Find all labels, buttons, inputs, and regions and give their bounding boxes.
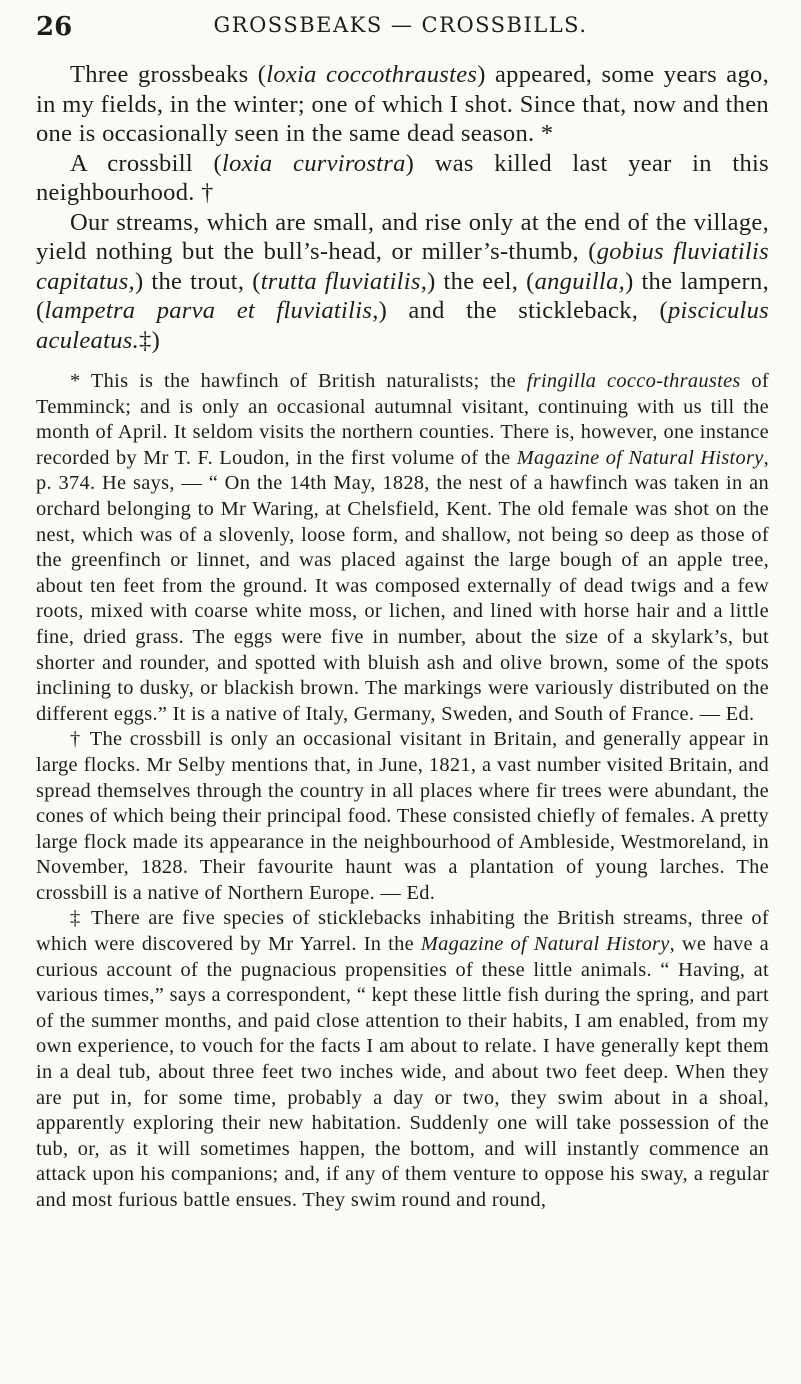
text-block — [36, 60, 769, 1214]
text-run: * This is the hawfinch of British naturalists; the — [70, 370, 527, 392]
text-run: Three grossbeaks ( — [70, 61, 267, 88]
text-run: , we have a curious account of the pugnacious propensities of these little animals. “ Having, at various times,” says a correspondent, “ kept these little fish during the spring, and part of the summer months, and paid close attention to their habits, I am enabled, from my own experience, to vouch for the facts I am about to relate. I have generally kept them in a deal tub, about three feet two inches wide, and about two feet deep. When they are put in, for some time, probably a day or two, they swim about in a shoal, apparently exploring their new habitation. Suddenly one will take possession of the tub, or, as it will sometimes happen, the bottom, and will instantly commence an attack upon his companions; and, if any of them venture to oppose his sway, a regular and most furious battle ensues. They swim round and round, — [36, 933, 770, 1211]
page-number: 26 — [36, 12, 73, 42]
paragraph-crossbill — [36, 149, 769, 208]
latin-name: lampetra parva et fluviatilis, — [44, 297, 379, 324]
text-run: A crossbill ( — [70, 149, 222, 177]
text-run: , p. 374. He says, — “ On the 14th May, 1828, the nest of a hawfinch was taken in an orchard belonging to Mr Waring, at Chelsfield, Kent. The old female was shot on the nest, which was of a slovenly, loose form, and shallow, not being so deep as those of the greenfinch or linnet, and was placed against the large bough of an apple tree, about ten feet from the ground. It was composed externally of dead twigs and a few roots, mixed with coarse white moss, or lichen, and lined with horse hair and a little fine, dried grass. The eggs were five in number, about the size of a skylark’s, but shorter and rounder, and spotted with bluish ash and olive brown, some of the spots inclining to dusky, or blackish brown. The markings were variously distributed on the different eggs.” It is a native of Italy, Germany, Sweden, and South of France. — Ed. — [36, 446, 770, 725]
text-run: ) the trout, ( — [134, 267, 261, 295]
text-run: ) appeared, some years ago, in my fields, in the winter; one of which I shot. Since that, now and then one is occasionally seen in the same dead season. * — [36, 61, 769, 147]
text-run: ‡) — [139, 326, 161, 354]
text-run: ) and the stickleback, ( — [378, 297, 668, 324]
latin-name: gobius fluviatilis capitatus, — [36, 238, 769, 295]
latin-name: anguilla, — [534, 267, 626, 295]
publication-title: Magazine of Natural History — [516, 446, 764, 469]
running-head — [36, 8, 765, 42]
text-run: of Temminck; and is only an occasional autumnal visitant, continuing with us till the month of April. It seldom visits the northern counties. There is, however, one instance recorded by Mr T. F. Loudon, in the first volume of the — [36, 370, 769, 469]
text-run: ) was killed last year in this neighbourhood. † — [36, 149, 769, 206]
latin-name: fringilla cocco-thraustes — [526, 370, 741, 392]
text-run: † The crossbill is only an occasional visitant in Britain, and generally appear in large flocks. Mr Selby mentions that, in June, 1821, a vast number visited Britain, and spread themselves through the country in all places where fir trees were abundant, the cones of which being their principal food. These consisted chiefly of females. A pretty large flock made its appearance in the neighbourhood of Ambleside, Westmoreland, in November, 1828. Their favourite haunt was a plantation of young larches. The crossbill is a native of Northern Europe. — Ed. — [36, 728, 769, 904]
footnotes — [36, 369, 769, 1214]
paragraph-streams — [36, 208, 769, 356]
latin-name: trutta fluviatilis, — [260, 267, 428, 295]
latin-name: loxia curvirostra — [221, 149, 406, 177]
text-run: Our streams, which are small, and rise only at the end of the village, yield nothing but the bull’s-head, or miller’s-thumb, ( — [36, 208, 769, 265]
footnote-sticklebacks — [36, 906, 769, 1213]
footnote-crossbill — [36, 727, 769, 906]
running-title: GROSSBEAKS — CROSSBILLS. — [213, 13, 588, 37]
text-run: ) the lampern, ( — [36, 267, 769, 324]
footnote-hawfinch — [36, 369, 769, 727]
text-run: ‡ There are five species of sticklebacks inhabiting the British streams, three of which were discovered by Mr Yarrel. In the — [36, 907, 769, 956]
text-run: ) the eel, ( — [427, 267, 535, 295]
paragraph-grossbeaks — [36, 60, 769, 149]
publication-title: Magazine of Natural History — [420, 933, 670, 956]
latin-name: pisciculus aculeatus. — [36, 297, 769, 354]
latin-name: loxia coccothraustes — [266, 61, 478, 88]
